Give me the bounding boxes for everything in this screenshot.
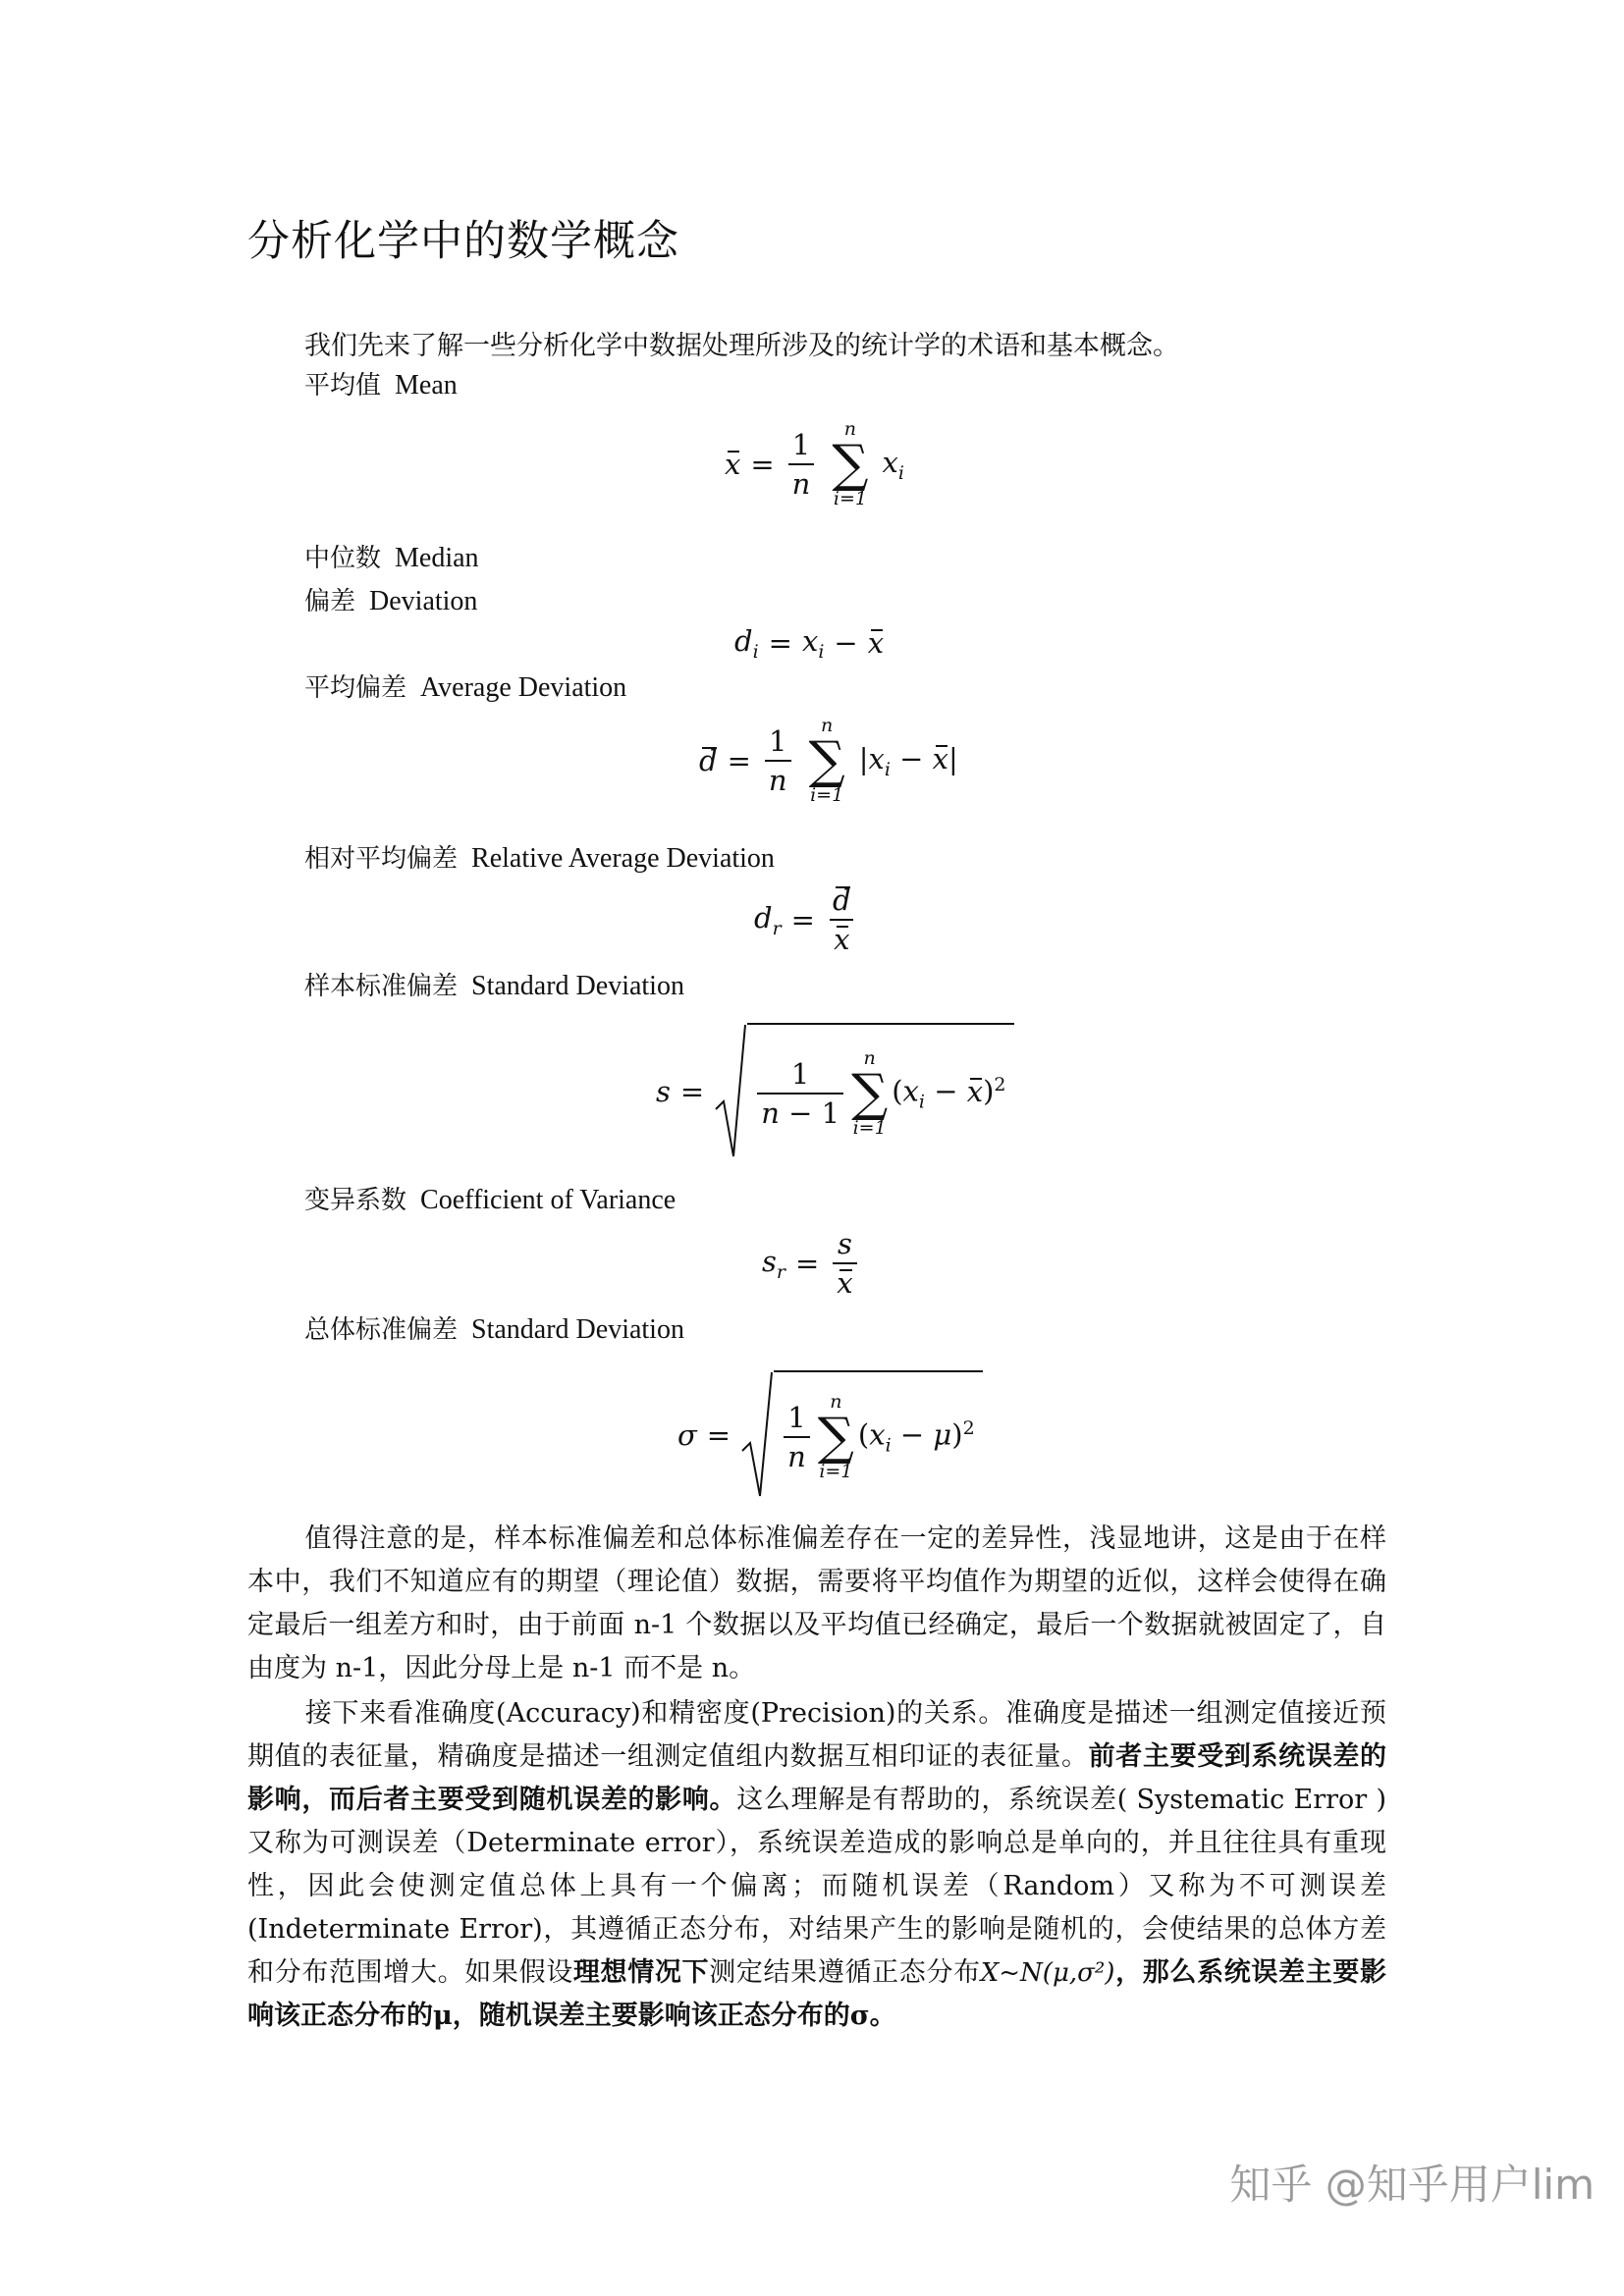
formula-deviation: $d_i$ = $x_i$ − x: [734, 624, 885, 663]
paragraph-degrees-of-freedom: [247, 1518, 1386, 1690]
term-mean-zh: 平均值: [304, 371, 382, 400]
paragraph-accuracy-precision: [247, 1692, 1386, 2038]
paragraph-2-bold1: 前者主要受到系统误差的影响，而后者主要受到随机误差的影响。: [247, 1741, 1387, 1815]
paragraph-2-part1: 接下来看准确度(Accuracy)和精密度(Precision)的关系。准确度是描述一组测定值接近预期值的表征量，精确度是描述一组测定值组内数据互相印证的表征量。: [247, 1698, 1386, 1772]
term-median: [304, 538, 479, 574]
paragraph-2-math: X~N(μ,σ²): [980, 1958, 1115, 1988]
term-pop-sd-en: Standard Deviation: [471, 1314, 684, 1345]
term-cv-zh: 变异系数: [304, 1186, 407, 1215]
sqrt-symbol: $\frac{1}{n - 1}$ n ∑ i=1 $(x_i - x)^2$: [714, 1023, 1013, 1160]
term-deviation-zh: 偏差: [304, 587, 356, 616]
intro-text: 我们先来了解一些分析化学中数据处理所涉及的统计学的术语和基本概念。: [304, 331, 1179, 361]
term-pop-sd: [304, 1309, 684, 1346]
term-avg-deviation-en: Average Deviation: [420, 672, 627, 703]
term-deviation-en: Deviation: [369, 586, 478, 616]
formula-cv: $s_r$ = $\frac{s}{x}$: [762, 1227, 861, 1300]
term-sample-sd: [304, 966, 684, 1002]
paragraph-1-text: 值得注意的是，样本标准偏差和总体标准偏差存在一定的差异性，浅显地讲，这是由于在样本中，我们不知道应有的期望（理论值）数据，需要将平均值作为期望的近似，这样会使得在确定最后一组差方和时，由于前面 n-1 个数据以及平均值已经确定，最后一个数据就被固定了，自由度为 n-1，因此分母上是 n-1 而不是 n。: [247, 1523, 1386, 1683]
term-cv-en: Coefficient of Variance: [420, 1185, 677, 1215]
term-avg-deviation-zh: 平均偏差: [304, 673, 407, 703]
paragraph-2-bold2: 理想情况下: [572, 1957, 710, 1988]
term-sample-sd-en: Standard Deviation: [471, 971, 684, 1001]
paragraph-2-part3: 测定结果遵循正态分布: [709, 1957, 981, 1988]
sqrt-symbol: $\frac{1}{n}$ n ∑ i=1 $(x_i - \mu)^2$: [740, 1370, 983, 1500]
term-rel-avg-deviation-zh: 相对平均偏差: [304, 844, 459, 874]
page-title: 分析化学中的数学概念: [247, 217, 679, 266]
formula-sample-sd: s = $\frac{1}{n - 1}$ n ∑ i=1 $(x_i - x)^2$: [656, 1023, 1014, 1160]
term-rel-avg-deviation-en: Relative Average Deviation: [471, 843, 775, 874]
term-deviation: [304, 581, 477, 617]
term-avg-deviation: [304, 667, 626, 704]
paragraph-2-bold3: ，那么系统误差主要影响该正态分布的μ，随机误差主要影响该正态分布的σ。: [247, 1957, 1387, 2031]
term-cv: [304, 1180, 676, 1216]
formula-mean: x = $\frac{1}{n}$ n ∑ i=1 $x_i$: [725, 418, 904, 509]
term-rel-avg-deviation: [304, 838, 775, 875]
term-median-zh: 中位数: [304, 544, 382, 573]
term-sample-sd-zh: 样本标准偏差: [304, 972, 459, 1001]
term-mean-en: Mean: [395, 370, 458, 400]
formula-pop-sd: σ = $\frac{1}{n}$ n ∑ i=1 $(x_i - \mu)^2$: [677, 1370, 983, 1500]
formula-avg-deviation: d = $\frac{1}{n}$ n ∑ i=1 $|x_i - x|$: [699, 715, 958, 806]
formula-rel-avg-deviation: $d_r$ = $\frac{d}{x}$: [754, 883, 859, 956]
paragraph-2-part2: 这么理解是有帮助的，系统误差( Systematic Error )又称为可测误差（Determinate error），系统误差造成的影响总是单向的，并且往往具有重现性，因此会使测定值总体上具有一个偏离；而随机误差（Random）又称为不可测误差(Indeterminate Error)，其遵循正态分布，对结果产生的影响是随机的，会使结果的总体方差和分布范围增大。如果假设: [247, 1785, 1386, 1988]
watermark: 知乎 @知乎用户lim: [1229, 2161, 1595, 2209]
term-pop-sd-zh: 总体标准偏差: [304, 1315, 459, 1345]
term-mean: [304, 365, 458, 401]
term-median-en: Median: [395, 543, 479, 573]
